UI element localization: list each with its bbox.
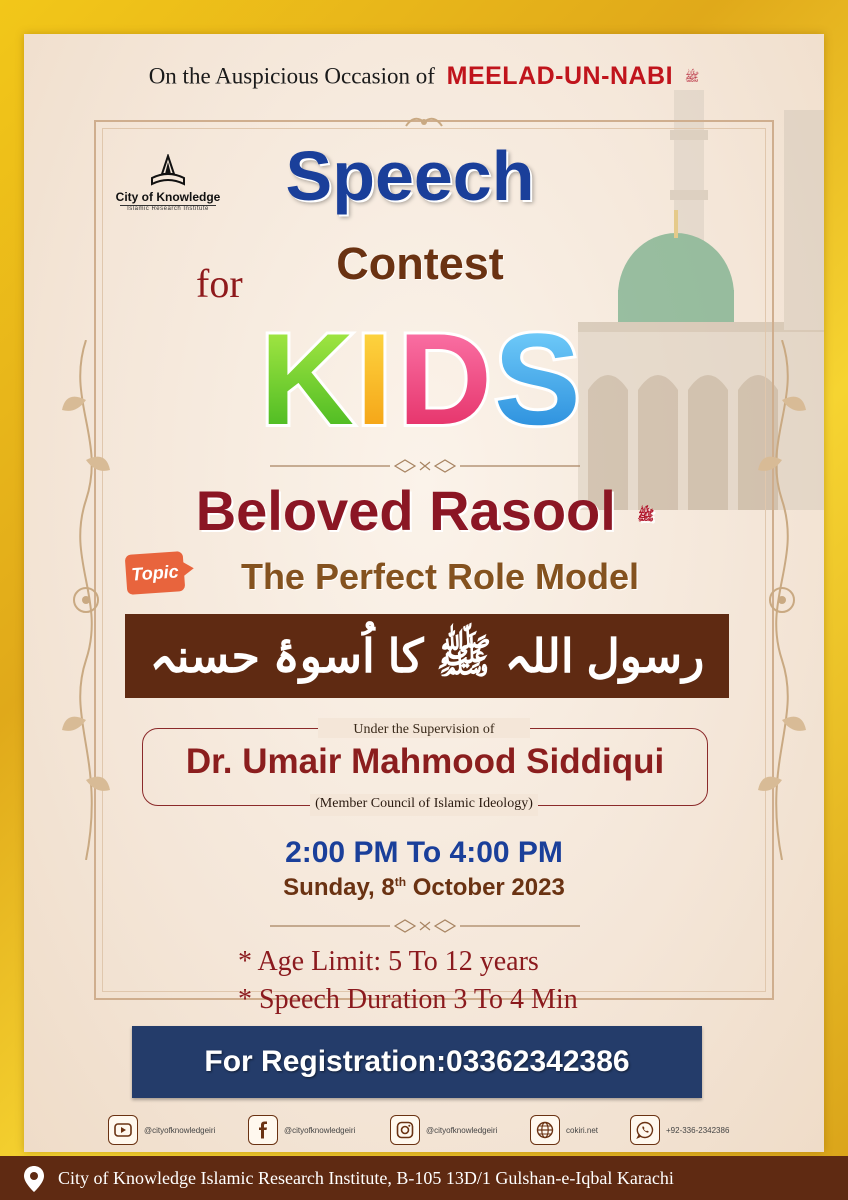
social-whatsapp[interactable] <box>630 1114 729 1146</box>
title-for: for <box>196 261 243 306</box>
topic-heading <box>130 478 720 543</box>
kids-letter-s: S <box>494 306 581 450</box>
date-ordinal: th <box>394 875 407 889</box>
kids-letter-k: K <box>260 306 354 450</box>
right-floral-ornament <box>752 340 812 860</box>
kids-letter-i: I <box>356 306 393 450</box>
kids-wordmark <box>250 300 590 450</box>
facebook-icon <box>248 1115 278 1145</box>
city-of-knowledge-logo <box>108 154 228 220</box>
registration-text[interactable]: For Registration:03362342386 <box>204 1045 630 1078</box>
social-facebook[interactable] <box>248 1114 355 1146</box>
pbuh-glyph: ﷺ <box>684 69 700 84</box>
kids-letter-d: D <box>398 306 492 450</box>
social-label: @cityofknowledgeiri <box>144 1125 216 1135</box>
social-youtube[interactable] <box>108 1114 215 1146</box>
social-label: @cityofknowledgeiri <box>426 1125 498 1135</box>
supervisor-name: Dr. Umair Mahmood Siddiqui <box>185 742 665 781</box>
event-date <box>0 874 848 902</box>
urdu-title-bar <box>125 614 729 698</box>
occasion-prefix: On the Auspicious Occasion of <box>148 63 435 89</box>
topic-subheading: The Perfect Role Model <box>240 556 640 597</box>
social-label: cokiri.net <box>566 1125 599 1135</box>
logo-title: City of Knowledge <box>115 190 221 204</box>
supervision-label: Under the Supervision of <box>353 722 495 737</box>
title-speech: Speech <box>285 137 535 215</box>
youtube-icon <box>108 1115 138 1145</box>
top-ornament <box>404 112 444 132</box>
event-time: 2:00 PM To 4:00 PM <box>285 836 563 869</box>
globe-icon <box>530 1115 560 1145</box>
supervisor-role: (Member Council of Islamic Ideology) <box>315 796 533 811</box>
instagram-icon <box>390 1115 420 1145</box>
topic-badge: Topic <box>125 551 186 595</box>
social-website[interactable] <box>530 1114 598 1146</box>
pbuh-glyph: ﷺ <box>637 507 655 524</box>
footer-bar <box>0 1156 848 1200</box>
social-label: @cityofknowledgeiri <box>284 1125 356 1135</box>
location-pin-icon <box>22 1165 46 1193</box>
book-tower-icon <box>148 154 188 188</box>
occasion-line <box>0 62 848 91</box>
whatsapp-icon <box>630 1115 660 1145</box>
title-contest: Contest <box>336 238 504 289</box>
age-limit-rule: * Age Limit: 5 To 12 years <box>238 946 539 977</box>
duration-rule: * Speech Duration 3 To 4 Min <box>238 984 578 1015</box>
divider-ornament <box>270 916 580 936</box>
urdu-title: رسول اللہ ﷺ کا اُسوۂ حسنہ <box>149 630 705 682</box>
date-suffix: October 2023 <box>406 874 565 901</box>
date-prefix: Sunday, 8 <box>283 874 395 901</box>
topic-heading-text: Beloved Rasool <box>195 479 616 542</box>
left-floral-ornament <box>56 340 116 860</box>
divider-ornament <box>270 456 580 476</box>
occasion-highlight: MEELAD-UN-NABI <box>446 62 674 91</box>
social-instagram[interactable] <box>390 1114 497 1146</box>
social-label: +92-336-2342386 <box>666 1125 730 1135</box>
registration-bar <box>132 1026 702 1098</box>
footer-address: City of Knowledge Islamic Research Institute, B-105 13D/1 Gulshan-e-Iqbal Karachi <box>58 1168 674 1188</box>
logo-subtitle: Islamic Research Institute <box>120 205 216 212</box>
